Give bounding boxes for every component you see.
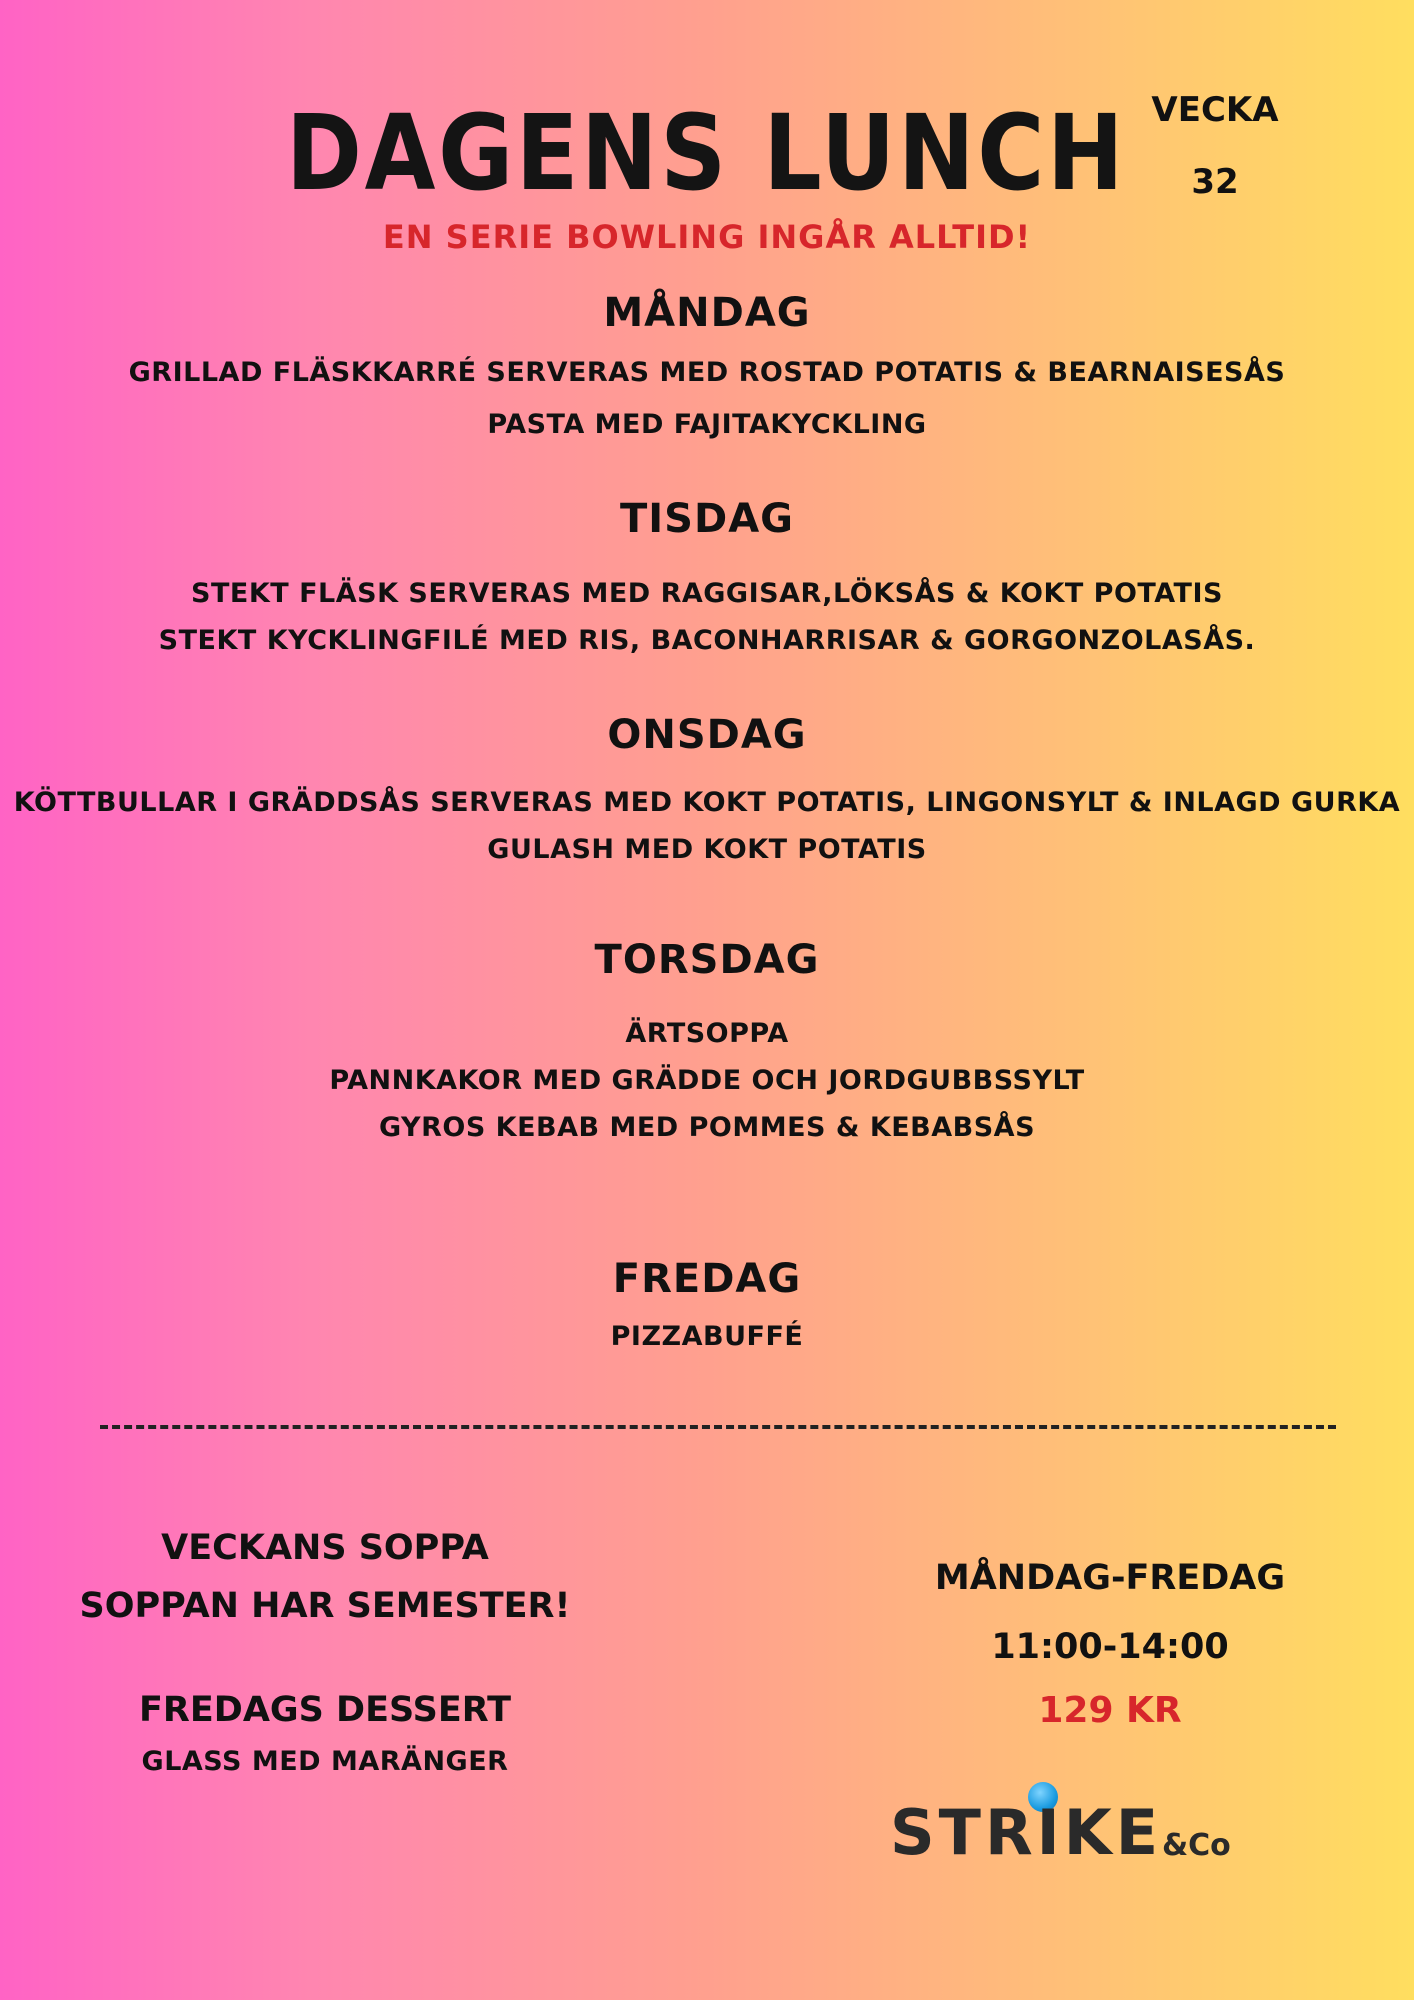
dish-thursday-1: ÄRTSOPPA <box>625 1018 789 1049</box>
dish-wednesday-1: KÖTTBULLAR I GRÄDDSÅS SERVERAS MED KOKT POTATIS, LINGONSYLT & INLAGD GURKA <box>13 787 1401 818</box>
dish-thursday-3: GYROS KEBAB MED POMMES & KEBABSÅS <box>378 1112 1036 1143</box>
strike-logo <box>890 1788 1250 1878</box>
soup-text: SOPPAN HAR SEMESTER! <box>79 1586 571 1626</box>
logo-suffix: &Co <box>1162 1828 1231 1863</box>
dish-tuesday-2: STEKT KYCKLINGFILÉ MED RIS, BACONHARRISAR & GORGONZOLASÅS. <box>158 625 1256 656</box>
week-number: 32 <box>1191 162 1239 202</box>
dessert-title: FREDAGS DESSERT <box>139 1690 511 1730</box>
serving-hours: 11:00-14:00 <box>991 1627 1229 1667</box>
dish-wednesday-2: GULASH MED KOKT POTATIS <box>487 834 927 865</box>
week-label: VECKA <box>1151 90 1279 130</box>
day-heading-monday: MÅNDAG <box>603 290 811 336</box>
subtitle: EN SERIE BOWLING INGÅR ALLTID! <box>382 218 1032 256</box>
dish-thursday-2: PANNKAKOR MED GRÄDDE OCH JORDGUBBSSYLT <box>329 1065 1085 1096</box>
dish-tuesday-1: STEKT FLÄSK SERVERAS MED RAGGISAR,LÖKSÅS & KOKT POTATIS <box>191 578 1223 609</box>
day-heading-thursday: TORSDAG <box>594 937 820 983</box>
day-heading-tuesday: TISDAG <box>620 496 794 542</box>
logo-text: STRIKE <box>890 1796 1163 1869</box>
serving-days: MÅNDAG-FREDAG <box>934 1558 1286 1598</box>
day-heading-friday: FREDAG <box>612 1256 802 1302</box>
dish-monday-2: PASTA MED FAJITAKYCKLING <box>487 409 927 440</box>
dashed-divider <box>100 1425 1336 1429</box>
dish-friday-1: PIZZABUFFÉ <box>610 1321 804 1352</box>
dish-monday-1: GRILLAD FLÄSKKARRÉ SERVERAS MED ROSTAD POTATIS & BEARNAISESÅS <box>128 357 1286 388</box>
page-title: DAGENS LUNCH <box>286 92 1127 214</box>
dessert-text: GLASS MED MARÄNGER <box>141 1746 509 1777</box>
week-badge <box>1150 74 1280 218</box>
soup-title: VECKANS SOPPA <box>161 1528 489 1568</box>
day-heading-wednesday: ONSDAG <box>607 712 807 758</box>
lunch-price: 129 KR <box>1038 1690 1182 1731</box>
